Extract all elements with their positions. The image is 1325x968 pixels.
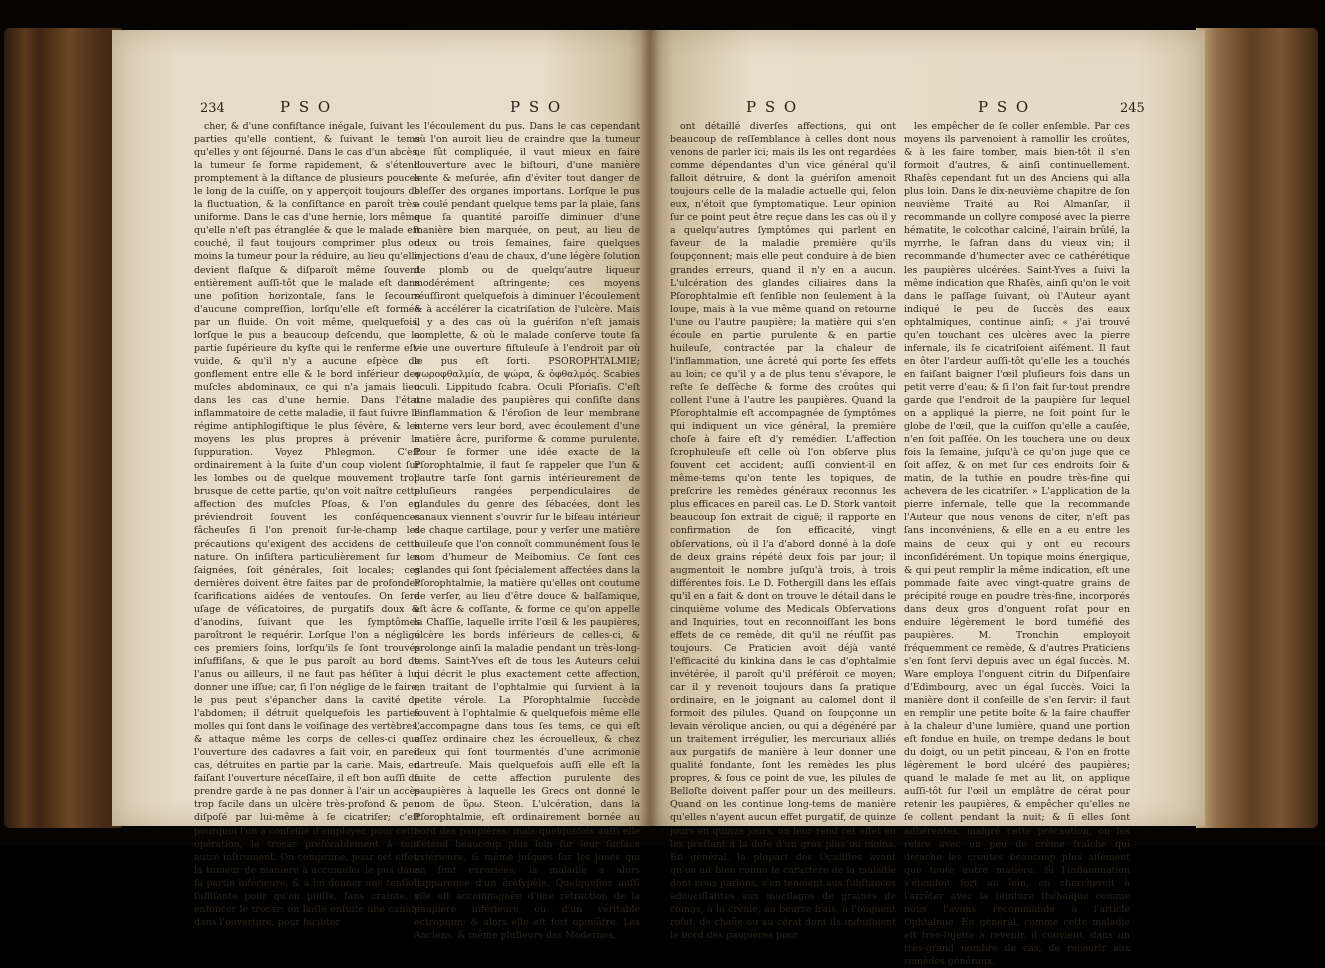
right-column-1 bbox=[670, 120, 896, 941]
left-col2-text: l'écoulement du pus. Dans le cas cependant où l'on auroit lieu de craindre que la tumeur ne fût compliquée, il vaut mieux en faire l'ouverture avec le biſtouri, d'une manière lente & meſurée, afin d'éviter tout danger de bleſſer des organes importans. Lorſque le pus a coulé pendant quelque tems par la plaie, ſans que ſa quantité paroiſſe diminuer d'une manière bien marquée, on peut, au lieu de deux ou trois ſemaines, faire quelques injections d'eau de chaux, d'une légère ſolution de plomb ou de quelqu'autre liqueur modérément aſtringente; ces moyens réuſſiront quelquefois à diminuer l'écoulement & à accélérer la cicatriſation de l'ulcère. Mais il y a des cas où la guériſon n'eſt jamais complette, & où le malade conſerve toute ſa vie une ouverture fiſtuleuſe à l'endroit par où le pus eſt ſorti. PSOROPHTALMIE; ψωροφθαλμία, de ψώρα, & ὀφθαλμός. Scabies oculi. Lippitudo ſcabra. Oculi Pſoriaſis. C'eſt une maladie des paupières qui conſiſte dans l'inflammation & l'éroſion de leur membrane interne vers leur bord, avec écoulement d'une matière âcre, puriforme & comme purulente. Pour ſe former une idée exacte de la Pſorophtalmie, il faut ſe rappeler que l'un & l'autre tarſe ſont garnis intérieurement de pluſieurs rangées perpendiculaires de glandules du genre des ſébacées, dont les canaux viennent s'ouvrir ſur le biſeau intérieur de chaque cartilage, pour y verſer une matière huileuſe que l'on connoît communément ſous le nom d'humeur de Meibomius. Ce ſont ces glandes qui ſont ſpécialement affectées dans la Pſorophtalmie, la matière qu'elles ont coutume de verſer, au lieu d'être douce & balſamique, eſt âcre & coſſante, & forme ce qu'on appelle la Chaſſie, laquelle irrite l'œil & les paupières, ulcère les bords inférieurs de celles-ci, & prolonge ainſi la maladie pendant un très-long-tems. Saint-Yves eſt de tous les Auteurs celui qui décrit le plus exactement cette affection, en traitant de l'ophtalmie qui ſurvient à la petite vérole. La Pſorophtalmie ſuccède ſouvent à l'ophtalmie & quelquefois même elle l'accompagne dans tous ſes tems, ce qui eſt aſſez ordinaire chez les écrouelleux, & chez ceux qui ſont tourmentés d'une acrimonie dartreuſe. Mais quelquefois auſſi elle eſt la ſuite de cette affection purulente des paupières à laquelle les Grecs ont donné le nom de ὕρω. Steon. L'ulcération, dans la Pſorophtalmie, eſt ordinairement bornée au bord des paupières; mais quelquefois auſſi elle s'étend beaucoup plus loin ſur leur ſurface extérieure, & même juſques ſur les joues qui en ſont excoriées; la maladie a alors l'apparence d'un éréſypèle. Quelquefois auſſi elle eſt accompagnée d'une rétraction de la paupière inférieure ou d'un véritable ectropium; & alors elle eſt fort opiniâtre. Les Anciens, & même pluſieurs des Modernes, bbox=[414, 121, 640, 941]
right-running-head-2: P S O bbox=[978, 98, 1031, 116]
left-col1-text: cher, & d'une confiſtance inégale, ſuivant les parties qu'elle contient, & ſuivant le tems qu'elles y ont ſéjourné. Dans le cas d'un abcès, la tumeur ſe forme rapidement, & s'étend promptement à la diſtance de plusieurs pouces le long de la cuiſſe, on y apperçoit toujours de la fluctuation, & la conſiſtance en paroît très-uniforme. Dans le cas d'une hernie, lors même qu'elle n'eſt pas étranglée & que le malade eſt couché, il faut toujours comprimer plus ou moins la tumeur pour la réduire, au lieu qu'elle devient flaſque & diſparoît même ſouvent entièrement auſſi-tôt que le malade eſt dans une poſition horizontale, ſans le ſecours d'aucune compreſſion, lorſqu'elle eſt formée par un fluide. On voit même, quelquefois, lorſque le pus a beaucoup deſcendu, que la partie ſupérieure du kyſte qui le renferme eſt-vuide, & qu'il n'y a aucune eſpèce de gonflement entre elle & le bord inférieur des muſcles abdominaux, ce qui n'a jamais lieu dans les cas d'une hernie. Dans l'état inflammatoire de cette maladie, il faut ſuivre le régime antiphlogiſtique le plus ſévère, & les moyens les plus propres à prévenir la ſuppuration. Voyez Phlegmon. C'eſt ordinairement à la ſuite d'un coup violent ſur les lombes ou de quelque mouvement trop brusque de cette partie, qu'on voit naître cette affection des muſcles Pſoas, & l'on en préviendroit ſouvent les conſéquences fâcheuſes ſi l'on prenoit ſur-le-champ les précautions qu'exigent des accidens de cette nature. On inſiſtera particulièrement ſur les ſaignées, ſoit générales, ſoit locales; ces dernières doivent être faites par de profondes ſcarifications aidées de ventouſes. On ſera uſage de véſicatoires, de purgatifs doux & d'anodins, ſuivant que les ſymptômes paroîtront le requérir. Lorſque l'on a négligé ces premiers ſoins, lorſqu'ils ſe ſont trouvés inſuffiſans, & que le pus paroît au bord de l'anus ou ailleurs, il ne faut pas héſiter à lui donner une iſſue; car, ſi l'on néglige de le faire, le pus peut s'épancher dans la cavité de l'abdomen; il détruit quelquefois les parties molles qui ſont dans le voiſinage des vertèbres, & attaque même les corps de celles-ci que l'ouverture des cadavres a fait voir, en pareil cas, détruites en partie par la carie. Mais, en faiſant l'ouverture néceſſaire, il eſt bon auſſi de prendre garde à ne pas donner à l'air un accès trop facile dans un ulcère très-profond & peu diſpoſé par lui-même à ſe cicatriſer; c'eſt pourquoi l'on a conſeillé d'employer, pour cette opération, le trocar préférablement à tout autre inſtrument. On comprime, pour cet effet, la tumeur de manière à accumuler le pus dans ſa partie inférieure, & à lui donner une tenſion ſuffiſante pour qu'on puiſſe, ſans crainte, y enfoncer le trocar; on laiſſe enſuite une canule dans l'ouverture, pour faciliter bbox=[194, 121, 420, 928]
left-page bbox=[112, 30, 650, 941]
book-edge-left bbox=[4, 28, 122, 828]
book-gutter bbox=[640, 30, 660, 826]
book-edge-right bbox=[1196, 28, 1318, 828]
left-column-2 bbox=[414, 120, 640, 941]
right-page bbox=[650, 30, 1205, 967]
right-col1-text: ont détaillé diverſes affections, qui ont beaucoup de reſſemblance à celles dont nous venons de parler ici; mais ils les ont regardées comme dépendantes d'un vice général qu'il falloit détruire, & dont la guériſon amenoit toujours celle de la maladie actuelle qui, ſelon eux, n'étoit que ſymptomatique. Leur opinion ſur ce point peut être reçue dans les cas où il y a quelqu'autres ſymptômes qui parlent en faveur de la maladie première qu'ils ſoupçonnent; mais elle peut conduire à de bien grandes erreurs, quand il n'y en a aucun. L'ulcération des glandes ciliaires dans la Pſorophtalmie eſt ſenſible non ſeulement à la loupe, mais à la vue même quand on retourne l'une ou l'autre paupière; la matière qui s'en écoule en partie purulente & en partie huileuſe, contractée par la chaleur de l'inflammation, une âcreté qui porte ſes effets au loin; ce qu'il y a de plus tenu s'évapore, le reſte ſe deſſèche & forme des croûtes qui collent l'une à l'autre les paupières. Quand la Pſorophtalmie eſt accompagnée de ſymptômes qui indiquent un vice général, la première choſe à faire eſt d'y remédier. L'affection ſcrophuleuſe eſt celle où l'on obſerve plus ſouvent cet accident; auſſi convient-il en même-tems qu'on tente les topiques, de preſcrire les remèdes généraux reconnus les plus efficaces en pareil cas. Le D. Stork vantoit beaucoup ſon extrait de ciguë; il rapporte en confirmation de ſon efficacité, vingt obſervations, où il l'a d'abord donné à la doſe de deux grains répété deux fois par jour; il augmentoit le nombre juſqu'à trois, à trois différentes fois. Le D. Fothergill dans les eſſais qu'il en a fait & dont on trouve le détail dans le cinquième volume des Medicals Obſervations and Inquiries, tout en reconnoiſſant les bons effets de ce remède, dit qu'il ne réuſſit pas toujours. Ce Praticien avoit déjà vanté l'efficacité du kinkina dans le cas d'ophtalmie invétérée, il paroît qu'il préféroit ce moyen; car il y revenoit toujours dans ſa pratique ordinaire, en le joignant au calomel dont il formoit des pilules. Quand on ſoupçonne un levain vérolique ancien, ou qui a dégénéré par un traitement irrégulier, les mercuriaux alliés aux purgatifs de manière à leur donner une qualité fondante, ſont les remèdes les plus propres, & ſous ce point de vue, les pilules de Belloſte doivent paſſer pour un des meilleurs. Quand on les continue long-tems de manière qu'elles n'ayent aucun effet purgatif, de quinze jours en quinze jours, on leur rend cet effet en les preſſant à la doſe d'un gros plus ou moins. En général, la plupart des Oculiſtes avant qu'on ait bien connu le caractère de la maladie dont nous parlons, s'en tenoient aux ſubſtances adouciſſantes aux mucilages de graines de coings, à la crème, au beurre frais, à l'onguent roſat, de chaûe ou au cérat dont ils induiſoient le bord des paupières pour bbox=[670, 121, 896, 941]
left-page-number: 234 bbox=[200, 101, 225, 116]
right-running-head: P S O bbox=[746, 98, 799, 116]
right-col2-text: les empêcher de ſe coller enſemble. Par ces moyens ils parvenoient à ramollir les croûtes, & à les faire tomber, mais bien-tôt il s'en formoit d'autres, & ainſi continuellement. Rhaſès cependant fut un des Anciens qui alla plus loin. Dans le dix-neuvième chapitre de ſon neuvième Traité au Roi Almanſar, il recommande un collyre composé avec la pierre hématite, le colcothar calciné, l'airain brûlé, la myrrhe, le ſafran dans du vieux vin; il recommande d'humecter avec ce cathérétique les paupières ulcérées. Saint-Yves a ſuivi la même indication que Rhaſès, ainſi qu'on le voit dans le paſſage ſuivant, où l'Auteur ayant indiqué le peu de ſuccès des eaux ophtalmiques, continue ainſi; « j'ai trouvé qu'en touchant ces ulcères avec la pierre infernale, ils ſe cicatriſoient aiſément. Il faut en ôter l'ardeur auſſi-tôt qu'elle les a touchés en faiſant baigner l'œil pluſieurs fois dans un petit verre d'eau; & ſi l'on fait ſur-tout prendre garde que l'endroit de la paupière ſur lequel on a appliqué la pierre, ne ſoit point ſur le globe de l'œil, que la cuiſſon qu'elle a cauſée, n'en ſoit paſſée. On les touchera une ou deux fois la ſemaine, juſqu'à ce qu'on juge que ce ſoit aſſez, & on met ſur ces endroits ſoir & matin, de la tuthie en poudre très-fine qui achevera de les cicatriſer. » L'application de la pierre infernale, telle que la recommande l'Auteur que nous venons de citer, n'eſt pas ſans inconvéniens, & elle en a eu entre les mains de ceux qui y ont eu recours inconſidérément. Un topique moins énergique, & qui peut remplir la même indication, eſt une pommade faite avec vingt-quatre grains de précipité rouge en poudre très-fine, incorporés dans deux gros d'onguent roſat pour en enduire légèrement le bord tuméfié des paupières. M. Tronchin employoit fréquemment ce remède, & d'autres Praticiens s'en ſont ſervi depuis avec un égal ſuccès. M. Ware employa l'onguent citrin du Diſpenſaire d'Edimbourg, avec un égal ſuccès. Voici la manière dont il conſeille de s'en ſervir: il faut en remplir une petite boîte & la faire chauffer à la chaleur d'une lumière, quand une portion eſt fondue en huile, on trempe dedans le bout du doigt, ou un petit pinceau, & l'on en frotte légèrement le bord ulcéré des paupières; quand le malade ſe met au lit, on applique auſſi-tôt ſur l'œil un emplâtre de cérat pour retenir les paupières, & empêcher qu'elles ne ſe collent pendant la nuit; & ſi elles ſont adhérentes, malgré cette précaution, on les retire avec un peu de crème fraîche qui détache les croûtes beaucoup plus aiſément que toute autre matière. Si l'inflammation s'étendoit fort au loin, on chercheroit à l'arrêter avec la teinture thébaïque comme nous l'avons recommandé à l'article Ophtalmie. En général, comme cette maladie eſt très-ſujette à revenir, il convient, dans un très-grand nombre de cas, de recourir aux remèdes généraux, bbox=[904, 121, 1130, 967]
left-column-1 bbox=[194, 120, 420, 928]
right-column-2 bbox=[904, 120, 1130, 967]
left-running-head-2: P S O bbox=[510, 98, 563, 116]
left-running-head: P S O bbox=[280, 98, 333, 116]
right-page-number: 245 bbox=[1120, 101, 1145, 116]
